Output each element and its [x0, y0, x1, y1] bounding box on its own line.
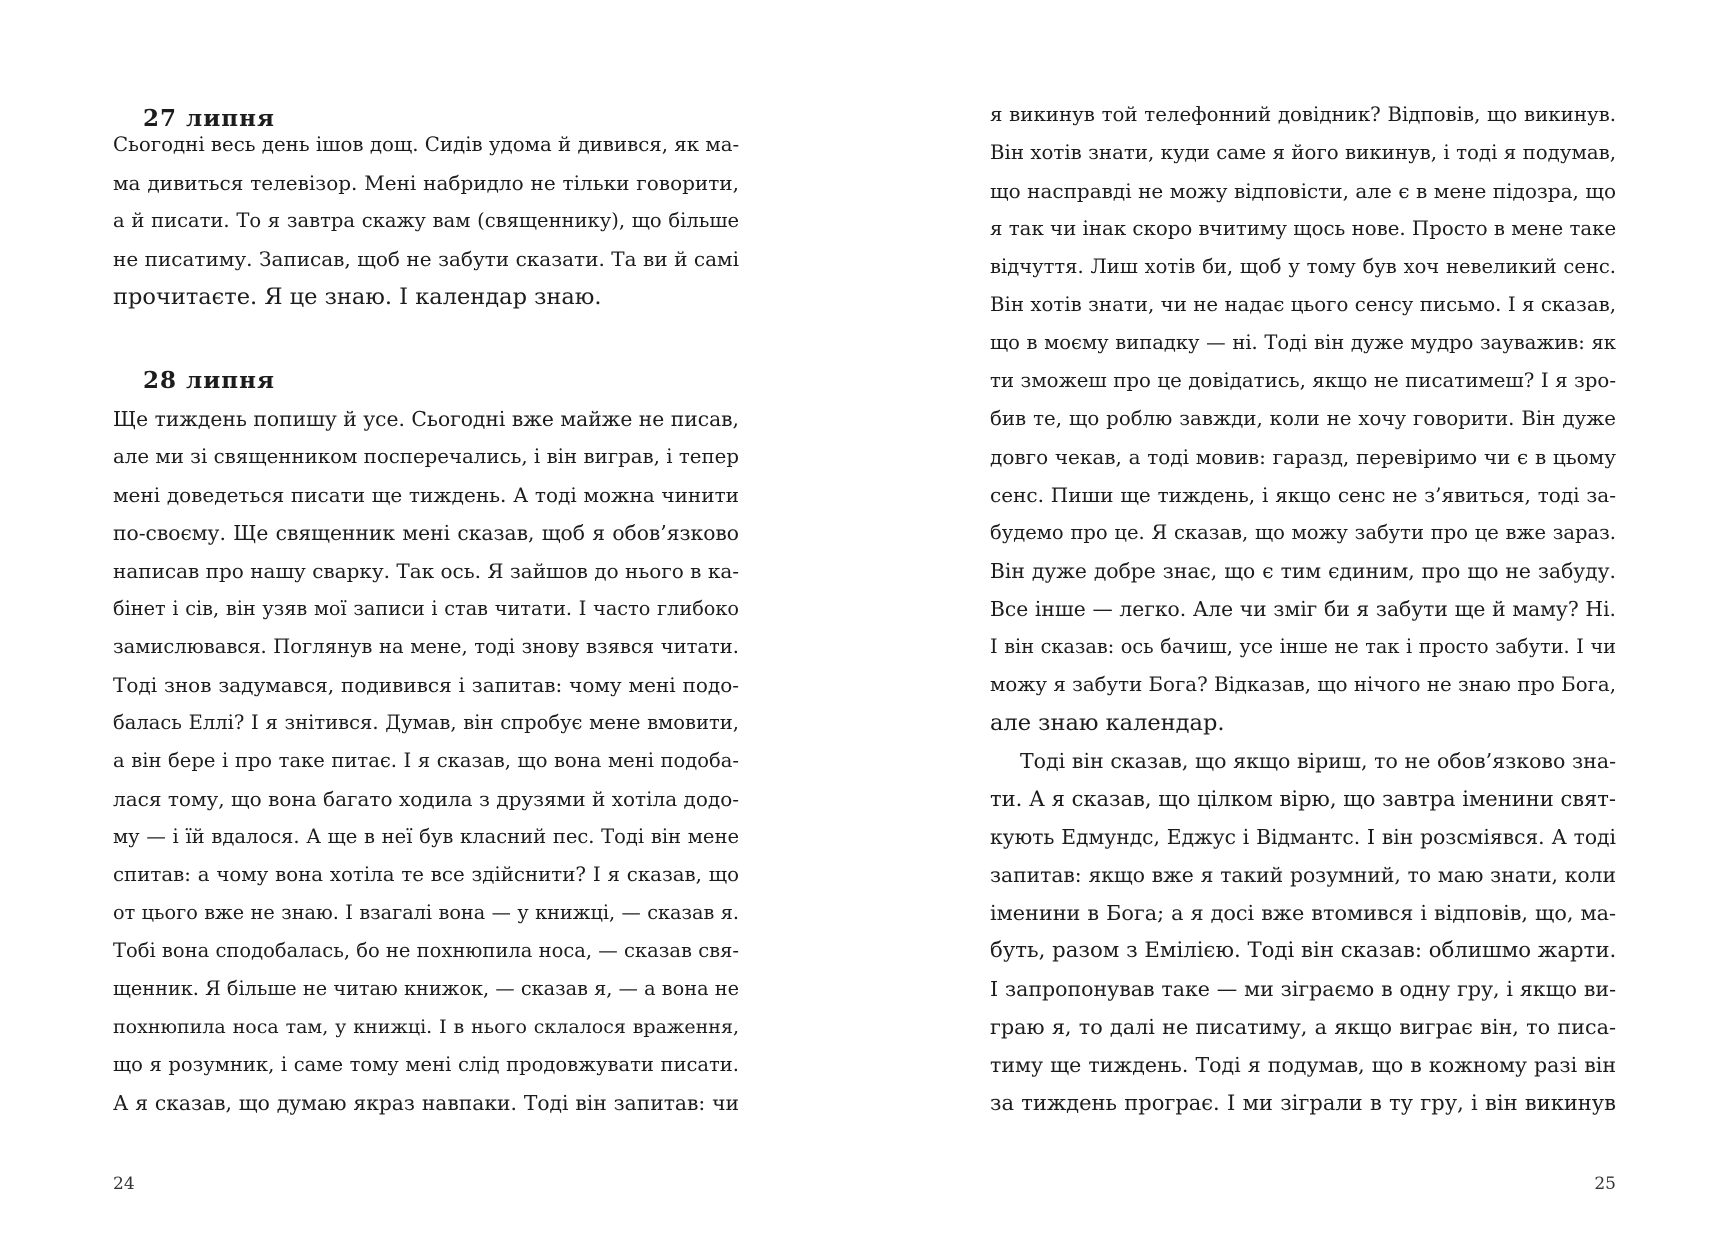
- text-line: прочитаєте. Я це знаю. І календар знаю.: [113, 284, 602, 310]
- text-line: Тоді він сказав, що якщо віриш, то не обов’язково зна-: [1020, 749, 1616, 773]
- text-line: Ще тиждень попишу й усе. Сьогодні вже майже не писав,: [113, 407, 739, 431]
- text-line: відчуття. Лиш хотів би, щоб у тому був хоч невеликий сенс.: [990, 255, 1616, 278]
- text-line: Сьогодні весь день ішов дощ. Сидів удома й дивився, як ма-: [113, 133, 739, 156]
- text-line: лася тому, що вона багато ходила з друзями й хотіла додо-: [113, 787, 739, 811]
- paragraph: [990, 742, 1616, 1122]
- text-line: ти зможеш про це довідатись, якщо не писатимеш? І я зро-: [990, 369, 1616, 392]
- text-line: замислювався. Поглянув на мене, тоді знову взявся читати.: [113, 635, 739, 658]
- text-line: Тоді знов задумався, подивився і запитав: чому мені подо-: [113, 673, 739, 697]
- text-line: от цього вже не знаю. І взагалі вона — у книжці, — сказав я.: [113, 901, 739, 924]
- text-line: балась Еллі? І я знітився. Думав, він спробує мене вмовити,: [113, 711, 739, 734]
- text-line: Все інше — легко. Але чи зміг би я забути ще й маму? Ні.: [990, 597, 1616, 621]
- text-line: щенник. Я більше не читаю книжок, — сказав я, — а вона не: [113, 977, 739, 1000]
- text-line: Він хотів знати, куди саме я його викинув, і тоді я подумав,: [990, 141, 1616, 164]
- text-line: мені доведеться писати ще тиждень. А тоді можна чинити: [113, 483, 739, 507]
- text-line: я викинув той телефонний довідник? Відповів, що викинув.: [990, 103, 1616, 126]
- right-page: [990, 0, 1616, 1258]
- text-line: І він сказав: ось бачиш, усе інше не так і просто забути. І чи: [990, 635, 1616, 658]
- text-line: за тиждень програє. І ми зіграли в ту гру, і він викинув: [990, 1091, 1616, 1115]
- paragraph: [990, 96, 1616, 742]
- text-line: му — і їй вдалося. А ще в неї був класний пес. Тоді він мене: [113, 825, 739, 848]
- text-line: похнюпила носа там, у книжці. І в нього склалося враження,: [113, 1016, 739, 1038]
- text-line: що насправді не можу відповісти, але є в мене підозра, що: [990, 179, 1616, 203]
- entry-body-27-july: [113, 126, 739, 316]
- text-line: тиму ще тиждень. Тоді я подумав, що в кожному разі він: [990, 1053, 1616, 1077]
- text-line: довго чекав, а тоді мовив: гаразд, перевіримо чи є в цьому: [990, 445, 1616, 469]
- text-line: ти. А я сказав, що цілком вірю, що завтра іменини свят-: [990, 787, 1616, 811]
- text-line: запитав: якщо вже я такий розумний, то маю знати, коли: [990, 863, 1616, 887]
- text-line: Тобі вона сподобалась, бо не похнюпила носа, — сказав свя-: [113, 939, 739, 962]
- text-line: спитав: а чому вона хотіла те все здійснити? І я сказав, що: [113, 863, 739, 886]
- text-line: не писатиму. Записав, щоб не забути сказати. Та ви й самі: [113, 247, 739, 271]
- page-number: 24: [113, 1174, 135, 1194]
- text-line: але ми зі священником посперечались, і він виграв, і тепер: [113, 445, 739, 468]
- text-line: написав про нашу сварку. Так ось. Я зайшов до нього в ка-: [113, 559, 739, 583]
- text-line: іменини в Бога; а я досі вже втомився і відповів, що, ма-: [990, 901, 1616, 925]
- left-page: [113, 0, 739, 1258]
- text-line: але знаю календар.: [990, 710, 1225, 736]
- text-line: граю я, то далі не писатиму, а якщо виграє він, то писа-: [990, 1015, 1616, 1039]
- text-line: А я сказав, що думаю якраз навпаки. Тоді він запитав: чи: [113, 1091, 739, 1115]
- text-line: по-своєму. Ще священник мені сказав, щоб я обов’язково: [113, 521, 739, 545]
- text-line: сенс. Пиши ще тиждень, і якщо сенс не з’явиться, тоді за-: [990, 483, 1616, 507]
- text-line: І запропонував таке — ми зіграємо в одну гру, і якщо ви-: [990, 977, 1616, 1001]
- text-line: ма дивиться телевізор. Мені набридло не тільки говорити,: [113, 171, 739, 195]
- text-line: будемо про це. Я сказав, що можу забути про це вже зараз.: [990, 521, 1616, 544]
- text-line: Він дуже добре знає, що є тим єдиним, про що не забуду.: [990, 559, 1616, 583]
- entry-heading-27-july: 27 липня: [143, 105, 275, 132]
- text-line: кують Едмундс, Еджус і Відмантс. І він розсміявся. А тоді: [990, 825, 1616, 849]
- page-number: 25: [1594, 1174, 1616, 1194]
- text-line: бив те, що роблю завжди, коли не хочу говорити. Він дуже: [990, 407, 1616, 430]
- text-line: а він бере і про таке питає. І я сказав, що вона мені подоба-: [113, 749, 739, 772]
- text-line: що я розумник, і саме тому мені слід продовжувати писати.: [113, 1053, 739, 1076]
- text-line: буть, разом з Емілією. Тоді він сказав: облишмо жарти.: [990, 938, 1616, 963]
- text-line: бінет і сів, він узяв мої записи і став читати. І часто глибоко: [113, 597, 739, 620]
- text-line: що в моєму випадку — ні. Тоді він дуже мудро зауважив: як: [990, 331, 1616, 354]
- entry-body-28-july: [113, 400, 739, 1122]
- text-line: я так чи інак скоро вчитиму щось нове. Просто в мене таке: [990, 217, 1616, 240]
- entry-heading-28-july: 28 липня: [143, 367, 275, 394]
- text-line: Він хотів знати, чи не надає цього сенсу письмо. І я сказав,: [990, 293, 1616, 316]
- text-line: можу я забути Бога? Відказав, що нічого не знаю про Бога,: [990, 673, 1616, 696]
- text-line: а й писати. То я завтра скажу вам (священнику), що більше: [113, 209, 739, 232]
